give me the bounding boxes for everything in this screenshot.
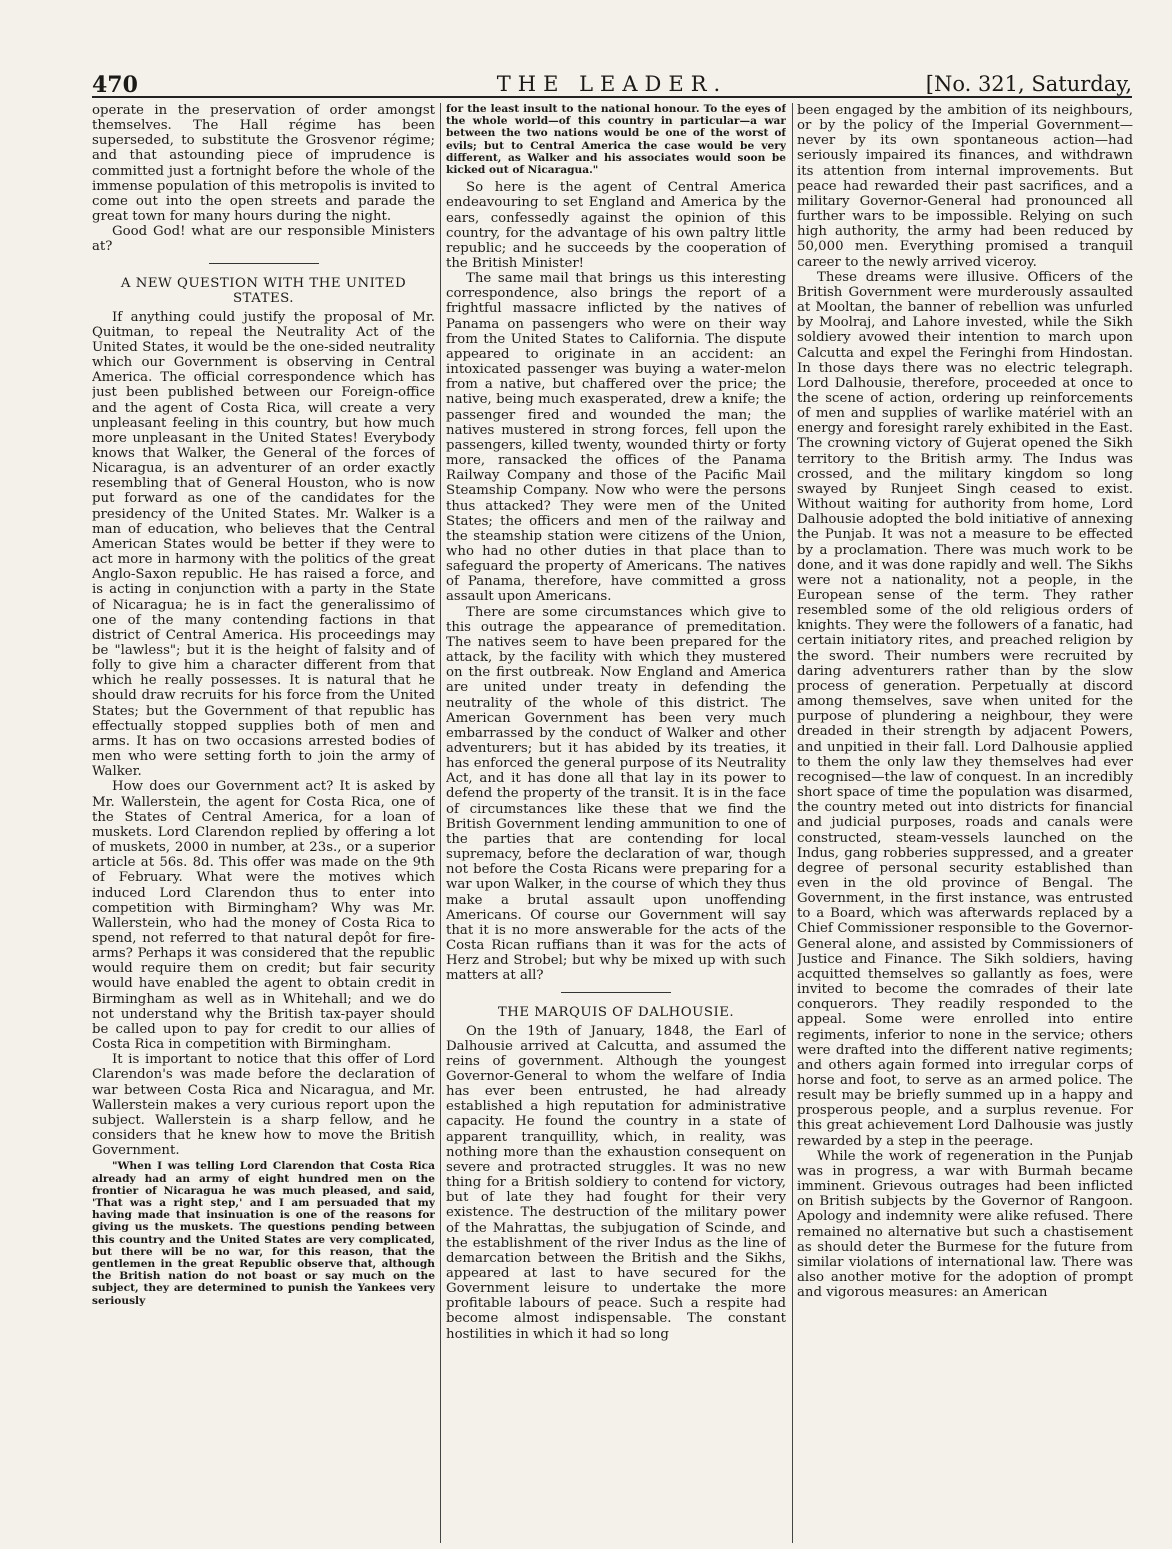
page-number: 470 (92, 72, 138, 98)
paragraph: If anything could justify the proposal of Mr. Quitman, to repeal the Neutrality Act of the United States, it would be the one-sided neutrality which our Government is observing in Central America. The official correspondence which has just been published between our Foreign-office and the agent of Costa Rica, will create a very unpleasant feeling in this country, but how much more unpleasant in the United States! Everybody knows that Walker, the General of the forces of Nicaragua, is an adventurer of an order exactly resembling that of General Houston, who is now put forward as one of the candidates for the presidency of the United States. Mr. Walker is a man of education, who believes that the Central American States would be better if they were to act more in harmony with the politics of the great Anglo-Saxon republic. He has raised a force, and is acting in conjunction with a party in the State of Nicaragua; he is in fact the generalissimo of one of the many contending factions in that district of Central America. His proceedings may be "lawless"; but it is the height of falsity and of folly to give him a character different from that which he really possesses. It is natural that he should draw recruits for his force from the United States; but the Government of that republic has effectually stopped supplies both of men and arms. It has on two occasions arrested bodies of men who were setting forth to join the army of Walker. (92, 309, 435, 780)
paragraph: While the work of regeneration in the Punjab was in progress, a war with Burmah became imminent. Grievous outrages had been inflicted on British subjects by the Governor of Rangoon. Apology and indemnity were alike refused. There remained no alternative but such a chastisement as should deter the Burmese for the future from similar violations of international law. There was also another motive for the adoption of prompt and vigorous measures: an American (797, 1148, 1133, 1301)
paragraph: So here is the agent of Central America endeavouring to set England and America by the ears, confessedly against the opinion of this country, for the advantage of his own paltry little republic; and he succeeds by the cooperation of the British Minister! (446, 180, 786, 271)
column-3 (797, 103, 1133, 1543)
paragraph: There are some circumstances which give to this outrage the appearance of premeditation. The natives seem to have been prepared for the attack, by the facility with which they mustered on the first outbreak. Now England and America are united under treaty in defending the neutrality of the whole of this district. The American Government has been very much embarrassed by the conduct of Walker and other adventurers; but it has abided by its treaties, it has enforced the general purpose of its Neutrality Act, and it has done all that lay in its power to defend the property of the transit. It is in the face of circumstances like these that we find the British Government lending ammunition to one of the parties that are contending for local supremacy, before the declaration of war, though not before the Costa Ricans were preparing for a war upon Walker, in the course of which they thus make a brutal assault upon unoffending Americans. Of course our Government will say that it is no more answerable for the acts of the Costa Rican ruffians than it was for the acts of Herz and Strobel; but why be mixed up with such matters at all? (446, 604, 786, 984)
paragraph: been engaged by the ambition of its neighbours, or by the policy of the Imperial Government—never by its own spontaneous action—had seriously impaired its finances, and withdrawn its attention from internal improvements. But peace had rewarded their past sacrifices, and a military Governor-General had pronounced all further wars to be impossible. Relying on such high authority, the army had been reduced by 50,000 men. Everything promised a tranquil career to the newly arrived viceroy. (797, 103, 1133, 270)
masthead: THE LEADER. (496, 72, 728, 96)
paragraph: On the 19th of January, 1848, the Earl of Dalhousie arrived at Calcutta, and assumed the reins of government. Although the youngest Governor-General to whom the welfare of India has ever been entrusted, he had already established a high reputation for administrative capacity. He found the country in a state of apparent tranquillity, which, in reality, was nothing more than the exhaustion consequent on severe and protracted struggles. It was no new thing for a British soldiery to contend for victory, but of late they had fought for their very existence. The destruction of the military power of the Mahrattas, the subjugation of Scinde, and the establishment of the river Indus as the line of demarcation between the British and the Sikhs, appeared at last to have secured for the Government leisure to undertake the more profitable labours of peace. Such a respite had become almost indispensable. The constant hostilities in which it had so long (446, 1023, 786, 1342)
article-heading: A NEW QUESTION WITH THE UNITED STATES. (120, 275, 407, 306)
paragraph: These dreams were illusive. Officers of the British Government were murderously assaulted at Mooltan, the banner of rebellion was unfurled by Moolraj, and Lahore invested, while the Sikh soldiery avowed their intention to march upon Calcutta and expel the Feringhi from Hindostan. In those days there was no electric telegraph. Lord Dalhousie, therefore, proceeded at once to the scene of action, ordering up reinforcements of men and supplies of warlike matériel with an energy and foresight rarely exhibited in the East. The crowning victory of Gujerat opened the Sikh territory to the British army. The Indus was crossed, and the military kingdom so long swayed by Runjeet Singh ceased to exist. Without waiting for authority from home, Lord Dalhousie adopted the bold initiative of annexing the Punjab. It was not a measure to be effected by a proclamation. There was much work to be done, and it was done rapidly and well. The Sikhs were not a nationality, not a people, in the European sense of the term. They rather resembled some of the old religious orders of knights. They were the followers of a fanatic, had certain initiatory rites, and preached religion by the sword. Their numbers were recruited by daring adventurers rather than by the slow process of generation. Perpetually at discord among themselves, save when united for the purpose of plundering a neighbour, they were dreaded in their strength by adjacent Powers, and unpitied in their fall. Lord Dalhousie applied to them the only law they themselves had ever recognised—the law of conquest. In an incredibly short space of time the population was disarmed, the country meted out into districts for financial and judicial purposes, roads and canals were constructed, steam-vessels launched on the Indus, gang robberies suppressed, and a greater degree of personal security established than even in the old province of Bengal. The Government, in the first instance, was entrusted to a Board, which was afterwards replaced by a Chief Commissioner responsible to the Governor-General alone, and assisted by Commissioners of Justice and Finance. The Sikh soldiers, having acquitted themselves so gallantly as foes, were invited to become the comrades of their late conquerors. They readily responded to the appeal. Some were enrolled into entire regiments, inferior to none in the service; others were drafted into the different native regiments; and others again formed into irregular corps of horse and foot, to serve as an armed police. The result may be briefly summed up in a happy and prosperous people, and a surplus revenue. For this great achievement Lord Dalhousie was justly rewarded by a step in the peerage. (797, 269, 1133, 1149)
section-divider (209, 263, 319, 264)
column-2 (446, 103, 786, 1543)
footnote: "When I was telling Lord Clarendon that Costa Rica already had an army of eight hundred men on the frontier of Nicaragua he was much pleased, and said, 'That was a right step,' and I am persuaded that my having made that insinuation is one of the reasons for giving us the muskets. The questions pending between this country and the United States are very complicated, but there will be no war, for this reason, that the gentlemen in the great Republic observe that, although the British nation do not boast or say much on the subject, they are determined to punish the Yankees very seriously (92, 1160, 435, 1307)
paragraph: The same mail that brings us this interesting correspondence, also brings the report of a frightful massacre inflicted by the natives of Panama on passengers who were on their way from the United States to California. The dispute appeared to originate in an accident: an intoxicated passenger was buying a water-melon from a native, but chaffered over the price; the native, being much exasperated, drew a knife; the passenger fired and wounded the man; the natives mustered in strong forces, fell upon the passengers, killed twenty, wounded thirty or forty more, ransacked the offices of the Panama Railway Company and those of the Pacific Mail Steamship Company. Now who were the persons thus attacked? They were men of the United States; the officers and men of the railway and the steamship station were citizens of the Union, who had no other duties in that place than to safeguard the property of Americans. The natives of Panama, therefore, have committed a gross assault upon Americans. (446, 271, 786, 605)
paragraph: It is important to notice that this offer of Lord Clarendon's was made before the declaration of war between Costa Rica and Nicaragua, and Mr. Wallerstein makes a very curious report upon the subject. Wallerstein is a sharp fellow, and he considers that he knew how to move the British Government. (92, 1052, 435, 1159)
section-divider (561, 992, 671, 993)
page-header (92, 74, 1132, 98)
paragraph: Good God! what are our responsible Ministers at? (92, 224, 435, 255)
column-rule-1 (440, 103, 441, 1543)
article-heading: THE MARQUIS OF DALHOUSIE. (497, 1004, 735, 1020)
paragraph: How does our Government act? It is asked by Mr. Wallerstein, the agent for Costa Rica, one of the States of Central America, for a loan of muskets. Lord Clarendon replied by offering a lot of muskets, 2000 in number, at 23s., or a superior article at 56s. 8d. This offer was made on the 9th of February. What were the motives which induced Lord Clarendon thus to enter into competition with Birmingham? Why was Mr. Wallerstein, who had the money of Costa Rica to spend, not referred to that natural depôt for fire-arms? Perhaps it was considered that the republic would require them on credit; but fair security would have enabled the agent to obtain credit in Birmingham as well as in Whitehall; and we do not understand why the British tax-payer should be called upon to pay for credit to our allies of Costa Rica in competition with Birmingham. (92, 779, 435, 1053)
paragraph: operate in the preservation of order amongst themselves. The Hall régime has been superseded, to substitute the Grosvenor régime; and that astounding piece of imprudence is committed just a fortnight before the whole of the immense population of this metropolis is invited to come out into the open streets and parade the great town for many hours during the night. (92, 103, 435, 225)
footnote-continued: for the least insult to the national honour. To the eyes of the whole world—of this country in particular—a war between the two nations would be one of the worst of evils; but to Central America the case would be very different, as Walker and his associates would soon be kicked out of Nicaragua." (446, 103, 786, 177)
column-rule-2 (792, 103, 793, 1543)
issue-label: [No. 321, Saturday, (925, 72, 1132, 96)
column-1 (92, 103, 435, 1543)
